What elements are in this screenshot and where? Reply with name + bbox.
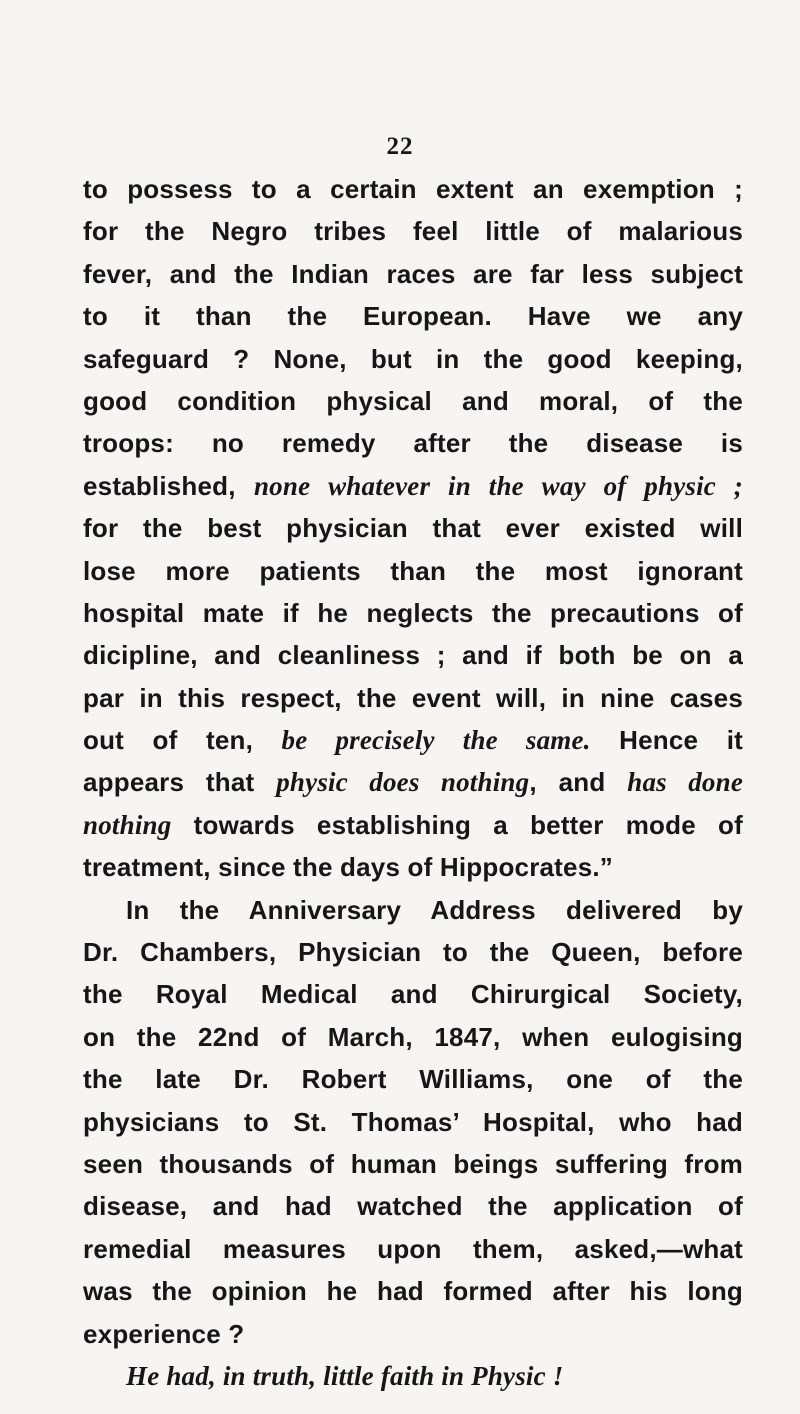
text-line — [83, 846, 743, 888]
text-line — [83, 550, 743, 592]
text-run: disease, and had watched the application of — [83, 1191, 743, 1222]
text-line — [83, 1228, 743, 1270]
text-line — [83, 210, 743, 252]
text-line — [83, 1270, 743, 1312]
italic-text: He had, in truth, little faith in Physic ! — [126, 1360, 564, 1391]
text-run: treatment, since the days of Hippocrates.” — [83, 852, 613, 883]
text-line — [83, 719, 743, 761]
italic-text: none whatever in the way of physic ; — [253, 470, 743, 501]
text-run: par in this respect, the event will, in nine cases — [83, 682, 743, 713]
text-run: Dr. Chambers, Physician to the Queen, before — [83, 937, 743, 968]
text-line — [83, 1185, 743, 1227]
text-line — [83, 422, 743, 464]
text-run: the late Dr. Robert Williams, one of the — [83, 1064, 743, 1095]
text-line — [83, 1101, 743, 1143]
text-line — [83, 1058, 743, 1100]
text-run: appears that — [83, 767, 277, 798]
text-run: physicians to St. Thomas’ Hospital, who had — [83, 1106, 743, 1137]
text-line — [83, 592, 743, 634]
text-line — [83, 973, 743, 1015]
text-run: on the 22nd of March, 1847, when eulogising — [83, 1021, 743, 1052]
text-run: was the opinion he had formed after his long — [83, 1276, 743, 1307]
text-run: experience ? — [83, 1318, 245, 1349]
text-run: lose more patients than the most ignorant — [83, 555, 743, 586]
text-run: dicipline, and cleanliness ; and if both be on a — [83, 640, 743, 671]
text-run: for the Negro tribes feel little of malarious — [83, 216, 743, 247]
text-line — [83, 1355, 743, 1397]
text-run: remedial measures upon them, asked,—what — [83, 1233, 743, 1264]
text-run: to possess to a certain extent an exemption ; — [83, 174, 743, 204]
italic-text: be precisely the same. — [281, 725, 591, 756]
text-line — [83, 634, 743, 676]
text-line — [83, 253, 743, 295]
text-line — [83, 338, 743, 380]
text-line — [83, 1143, 743, 1185]
text-line — [83, 380, 743, 422]
text-line — [83, 761, 743, 803]
text-line — [83, 465, 743, 507]
text-run: In the Anniversary Address delivered by — [126, 894, 743, 925]
italic-text: nothing — [83, 809, 172, 840]
text-run: for the best physician that ever existed will — [83, 513, 743, 544]
text-line — [83, 677, 743, 719]
text-line — [83, 1313, 743, 1355]
body-text — [83, 168, 743, 1397]
page-number: 22 — [386, 133, 414, 160]
text-run: safeguard ? None, but in the good keeping, — [83, 343, 743, 374]
text-run: seen thousands of human beings suffering from — [83, 1148, 743, 1179]
text-run: to it than the European. Have we any — [83, 301, 743, 332]
text-run: towards establishing a better mode of — [171, 809, 743, 840]
text-run: , and — [529, 767, 628, 798]
text-line — [83, 168, 743, 210]
text-line — [83, 804, 743, 846]
text-run: Hence it — [590, 725, 743, 756]
italic-text: has done — [627, 767, 743, 798]
text-run: fever, and the Indian races are far less subject — [83, 258, 743, 289]
text-run: established, — [83, 470, 254, 501]
text-line — [83, 295, 743, 337]
text-line — [83, 1016, 743, 1058]
text-run: troops: no remedy after the disease is — [83, 428, 743, 459]
text-run: good condition physical and moral, of the — [83, 385, 743, 416]
text-run: hospital mate if he neglects the precautions of — [83, 597, 743, 628]
text-run: the Royal Medical and Chirurgical Society, — [83, 979, 743, 1010]
text-line — [83, 507, 743, 549]
text-run: out of ten, — [83, 725, 282, 756]
text-line — [83, 931, 743, 973]
italic-text: physic does nothing — [276, 767, 530, 798]
text-line — [83, 889, 743, 931]
